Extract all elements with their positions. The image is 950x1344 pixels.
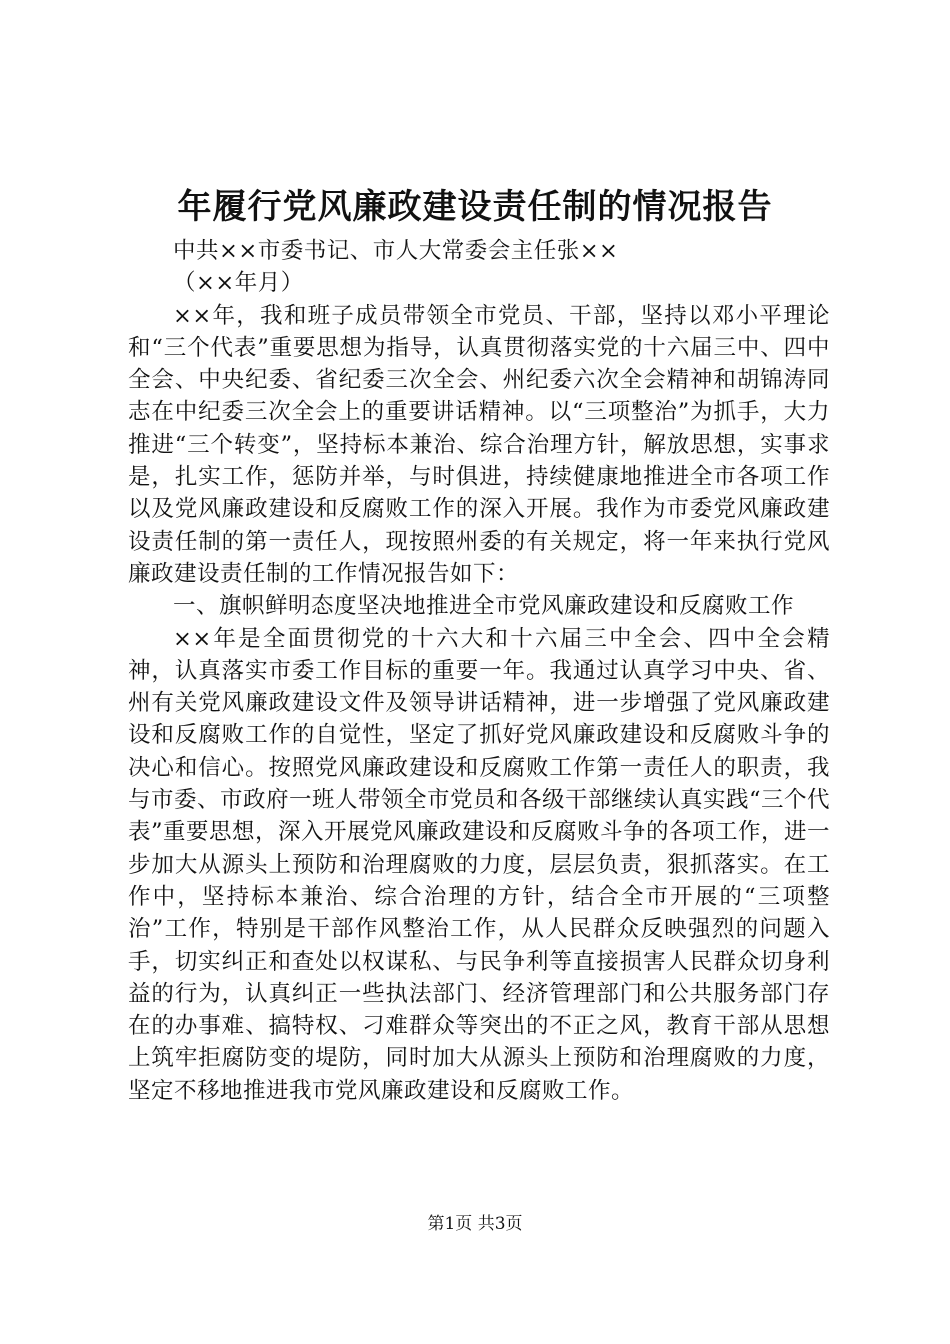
body-paragraph: ××年是全面贯彻党的十六大和十六届三中全会、四中全会精神，认真落实市委工作目标的重要一年。我通过认真学习中央、省、州有关党风廉政建设文件及领导讲话精神，进一步增强了党风廉政建设和反腐败工作的自觉性，坚定了抓好党风廉政建设和反腐败斗争的决心和信心。按照党风廉政建设和反腐败工作第一责任人的职责，我与市委、市政府一班人带领全市党员和各级干部继续认真实践“三个代表”重要思想，深入开展党风廉政建设和反腐败斗争的各项工作，进一步加大从源头上预防和治理腐败的力度，层层负责，狠抓落实。在工作中，坚持标本兼治、综合治理的方针，结合全市开展的“三项整治”工作，特别是干部作风整治工作，从人民群众反映强烈的问题入手，切实纠正和查处以权谋私、与民争利等直接损害人民群众切身利益的行为，认真纠正一些执法部门、经济管理部门和公共服务部门存在的办事难、搞特权、刁难群众等突出的不正之风，教育干部从思想上筑牢拒腐防变的堤防，同时加大从源头上预防和治理腐败的力度，坚定不移地推进我市党风廉政建设和反腐败工作。	[128, 625, 831, 1104]
section-heading: 一、旗帜鲜明态度坚决地推进全市党风廉政建设和反腐败工作	[173, 593, 795, 620]
page-number-footer: 第1页 共3页	[427, 1214, 523, 1234]
author-line: 中共××市委书记、市人大常委会主任张××	[173, 238, 619, 264]
document-title: 年履行党风廉政建设责任制的情况报告	[177, 187, 773, 227]
document-body	[128, 235, 830, 1107]
date-line: （××年月）	[173, 270, 304, 297]
body-paragraph: ××年，我和班子成员带领全市党员、干部，坚持以邓小平理论和“三个代表”重要思想为指导，认真贯彻落实党的十六届三中、四中全会、中央纪委、省纪委三次全会、州纪委六次全会精神和胡锦涛同志在中纪委三次全会上的重要讲话精神。以“三项整治”为抓手，大力推进“三个转变”，坚持标本兼治、综合治理方针，解放思想，实事求是，扎实工作，惩防并举，与时俱进，持续健康地推进全市各项工作以及党风廉政建设和反腐败工作的深入开展。我作为市委党风廉政建设责任制的第一责任人，现按照州委的有关规定，将一年来执行党风廉政建设责任制的工作情况报告如下：	[128, 302, 830, 587]
